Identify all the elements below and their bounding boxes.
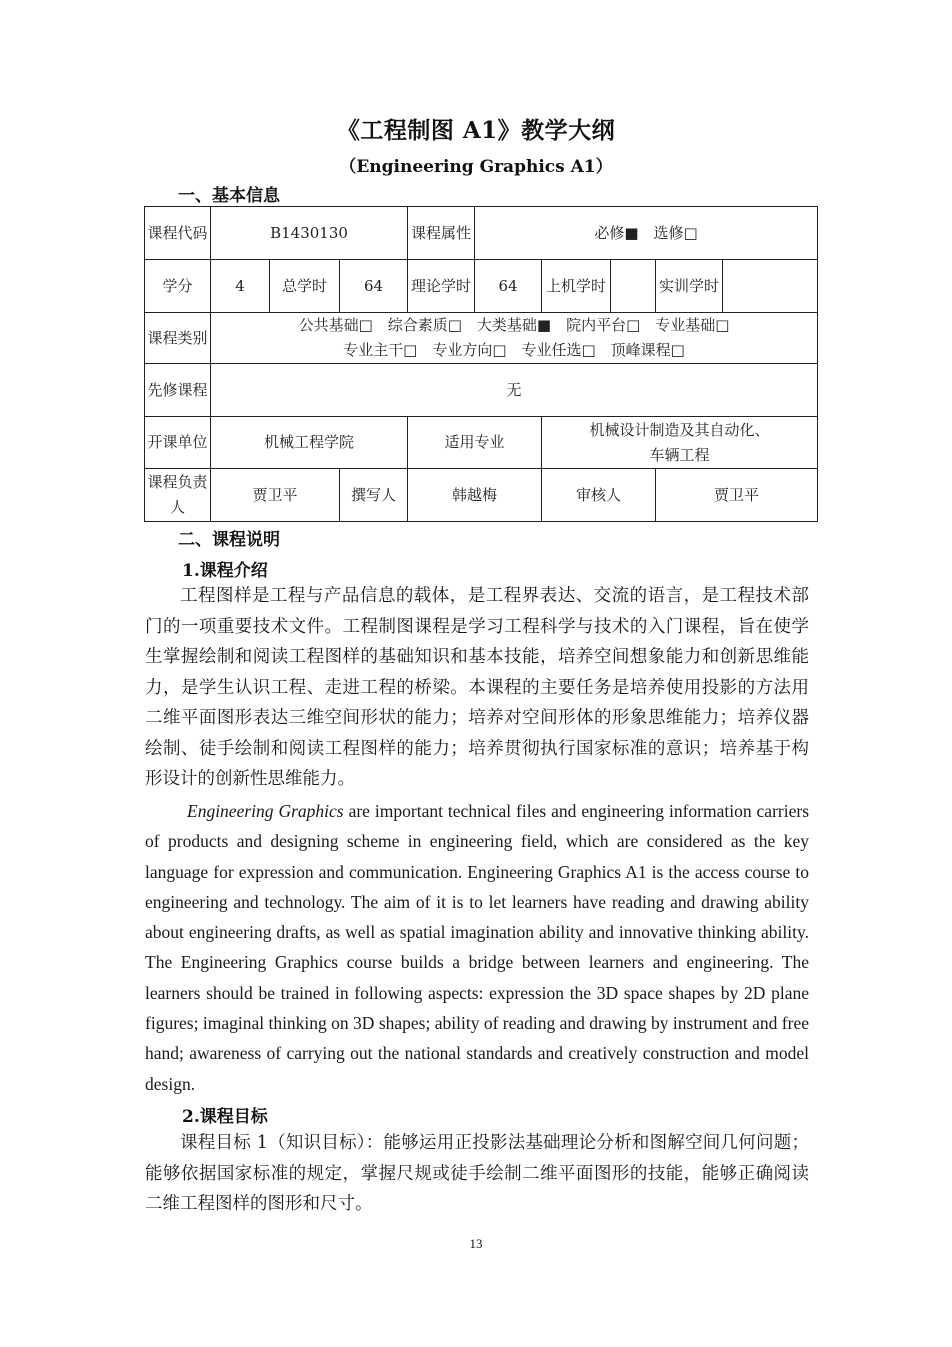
table-row — [145, 417, 818, 469]
subheading-course-intro: 1.课程介绍 — [182, 561, 268, 581]
document-title: 《工程制图 A1》教学大纲 — [336, 117, 616, 144]
course-leader-value: 贾卫平 — [211, 469, 340, 522]
course-attribute-value: 必修■ 选修□ — [475, 207, 818, 260]
theory-hours-value: 64 — [475, 260, 542, 313]
practice-hours-value — [723, 260, 818, 313]
course-attribute-label: 课程属性 — [408, 207, 475, 260]
total-hours-label: 总学时 — [270, 260, 340, 313]
reviewer-value: 贾卫平 — [656, 469, 818, 522]
course-category-line-1: 公共基础□ 综合素质□ 大类基础■ 院内平台□ 专业基础□ — [298, 316, 730, 334]
prerequisite-value: 无 — [211, 364, 818, 417]
table-row — [145, 313, 818, 364]
applicable-major-line-1: 机械设计制造及其自动化、 — [589, 420, 770, 439]
offering-unit-value: 机械工程学院 — [211, 417, 408, 469]
writer-label: 撰写人 — [340, 469, 408, 522]
course-code-label: 课程代码 — [145, 207, 211, 260]
computer-hours-value — [611, 260, 656, 313]
section-heading-basic-info: 一、基本信息 — [178, 186, 280, 206]
reviewer-label: 审核人 — [542, 469, 656, 522]
course-category-line-2: 专业主干□ 专业方向□ 专业任选□ 顶峰课程□ — [343, 341, 685, 359]
course-intro-chinese: 工程图样是工程与产品信息的载体，是工程界表达、交流的语言，是工程技术部门的一项重要技术文件。工程制图课程是学习工程科学与技术的入门课程，旨在使学生掌握绘制和阅读工程图样的基础知识和基本技能，培养空间想象能力和创新思维能力，是学生认识工程、走进工程的桥梁。本课程的主要任务是培养使用投影的方法用二维平面图形表达三维空间形状的能力；培养对空间形体的形象思维能力；培养仪器绘制、徒手绘制和阅读工程图样的能力；培养贯彻执行国家标准的意识；培养基于构形设计的创新性思维能力。 — [145, 586, 809, 789]
practice-hours-label: 实训学时 — [656, 260, 723, 313]
course-code-value: B1430130 — [211, 207, 408, 260]
table-row — [145, 260, 818, 313]
course-goal-1: 课程目标 1（知识目标）：能够运用正投影法基础理论分析和图解空间几何问题；能够依据国家标准的规定，掌握尺规或徒手绘制二维平面图形的技能，能够正确阅读二维工程图样的图形和尺寸。 — [145, 1133, 809, 1214]
prerequisite-label: 先修课程 — [145, 364, 211, 417]
table-row — [145, 207, 818, 260]
section-heading-course-description: 二、课程说明 — [178, 530, 280, 550]
document-subtitle: （Engineering Graphics A1） — [339, 157, 613, 177]
offering-unit-label: 开课单位 — [145, 417, 211, 469]
credit-label: 学分 — [145, 260, 211, 313]
theory-hours-label: 理论学时 — [408, 260, 475, 313]
table-row — [145, 469, 818, 522]
course-category-value — [211, 313, 818, 364]
applicable-major-label: 适用专业 — [408, 417, 542, 469]
basic-info-table — [144, 206, 818, 522]
course-intro-english-text: are important technical files and engineering information carriers of products and designing scheme in engineering field, which are considered as the key language for expression and communication. Engineering Graphics A1 is the access course to engineering and technology. The aim of it is to let learners have reading and drawing ability about engineering drafts, as well as spatial imagination ability and innovative thinking ability. The Engineering Graphics course builds a bridge between learners and engineering. The learners should be trained in following aspects: expression the 3D space shapes by 2D plane figures; imaginal thinking on 3D shapes; ability of reading and drawing by instrument and free hand; awareness of carrying out the national standards and creatively construction and model design. — [145, 801, 810, 1094]
applicable-major-line-2: 车辆工程 — [649, 445, 710, 464]
page-number: 13 — [469, 1236, 483, 1251]
total-hours-value: 64 — [340, 260, 408, 313]
course-intro-english — [145, 796, 809, 1099]
course-leader-label: 课程负责人 — [145, 469, 211, 522]
computer-hours-label: 上机学时 — [542, 260, 611, 313]
table-row — [145, 364, 818, 417]
course-category-label: 课程类别 — [145, 313, 211, 364]
applicable-major-value — [542, 417, 818, 469]
writer-value: 韩越梅 — [408, 469, 542, 522]
course-name-italic: Engineering Graphics — [187, 801, 344, 821]
subheading-course-goals: 2.课程目标 — [182, 1107, 268, 1127]
credit-value: 4 — [211, 260, 270, 313]
